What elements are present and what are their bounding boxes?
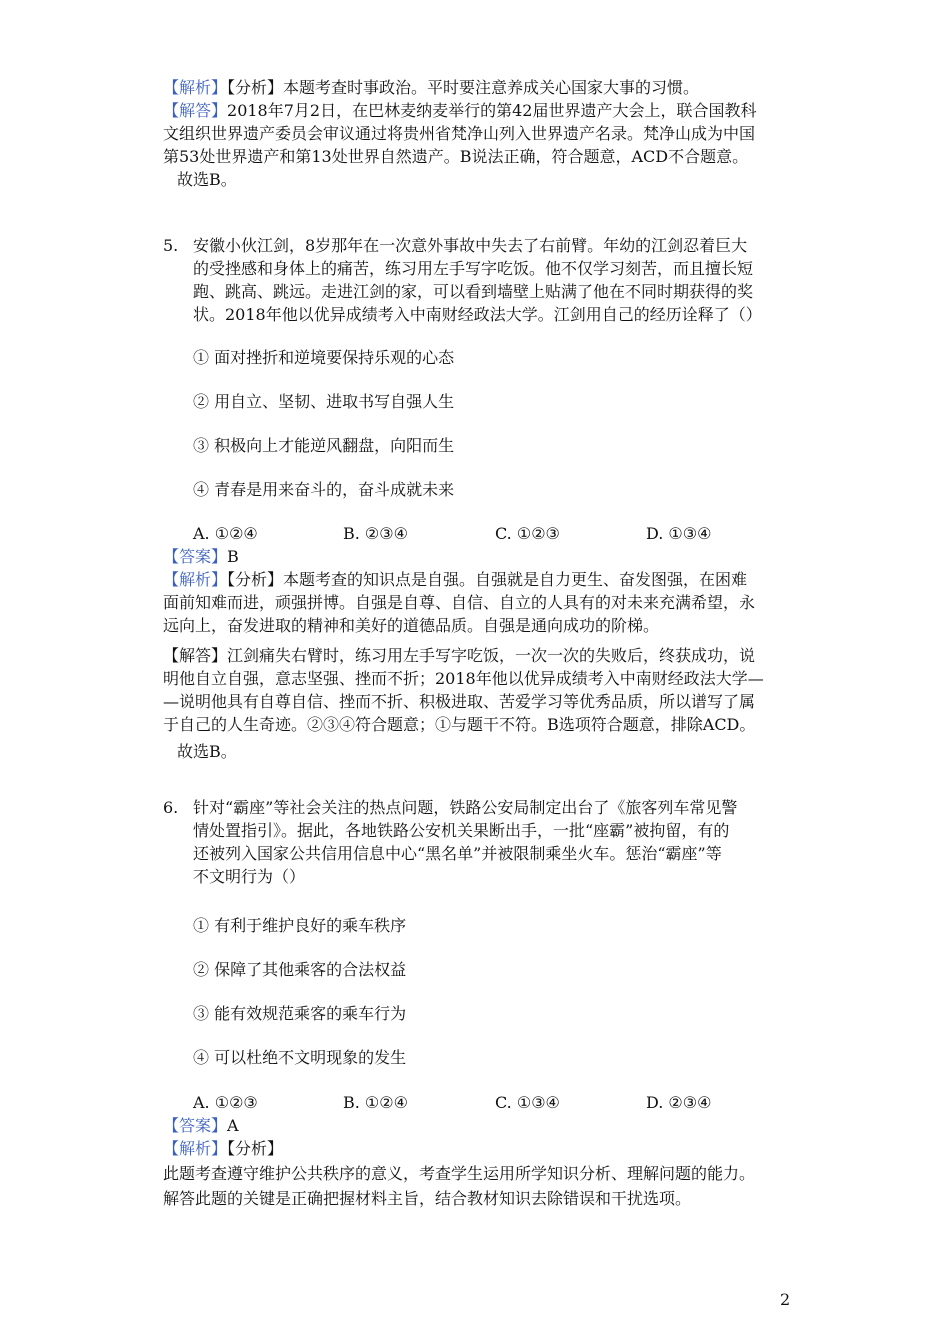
conclusion-line: 故选B。 <box>177 742 237 761</box>
choice-c: C. ①②③ <box>495 524 560 543</box>
answer-tag: 【答案】 <box>163 547 228 566</box>
choice-a: A. ①②③ <box>193 1093 258 1112</box>
analysis-line: 远向上，奋发进取的精神和美好的道德品质。自强是通向成功的阶梯。 <box>163 616 660 635</box>
question-stem-line: 情处置指引》。据此，各地铁路公安机关果断出手，一批“座霸”被拘留，有的 <box>193 821 730 840</box>
analysis-line: 【解析】【分析】 <box>163 1139 284 1158</box>
answer-detail-line: 文组织世界遗产委员会审议通过将贵州省梵净山列入世界遗产名录。梵净山成为中国 <box>163 124 756 143</box>
analysis-line: 【解析】【分析】本题考查的知识点是自强。自强就是自力更生、奋发图强，在困难 <box>163 570 748 589</box>
choice-a: A. ①②④ <box>193 524 258 543</box>
answer-detail-line: 第53处世界遗产和第13处世界自然遗产。B说法正确，符合题意，ACD不合题意。 <box>163 147 749 166</box>
statement-option-1: ① 面对挫折和逆境要保持乐观的心态 <box>193 348 455 367</box>
analysis-line: 解答此题的关键是正确把握材料主旨，结合教材知识去除错误和干扰选项。 <box>163 1189 692 1208</box>
question-stem-line: 安徽小伙江剑，8岁那年在一次意外事故中失去了右前臂。年幼的江剑忍着巨大 <box>193 236 748 255</box>
question-stem-line: 状。2018年他以优异成绩考入中南财经政法大学。江剑用自己的经历诠释了（） <box>193 305 762 324</box>
choice-b: B. ①②④ <box>343 1093 408 1112</box>
answer-detail-line: 于自己的人生奇迹。②③④符合题意；①与题干不符。B选项符合题意，排除ACD。 <box>163 715 756 734</box>
statement-option-2: ② 用自立、坚韧、进取书写自强人生 <box>193 392 455 411</box>
answer-detail-line: 【解答】江剑痛失右臂时，练习用左手写字吃饭，一次一次的失败后，终获成功，说 <box>163 646 756 665</box>
analysis-tag: 【解析】 <box>163 78 228 97</box>
choice-b: B. ②③④ <box>343 524 408 543</box>
statement-option-2: ② 保障了其他乘客的合法权益 <box>193 960 407 979</box>
question-number: 5. <box>163 236 179 255</box>
analysis-line: 此题考查遵守维护公共秩序的意义，考查学生运用所学知识分析、理解问题的能力。 <box>163 1164 756 1183</box>
answer-choices <box>193 522 793 545</box>
statement-option-3: ③ 能有效规范乘客的乘车行为 <box>193 1004 407 1023</box>
question-stem-line: 跑、跳高、跳远。走进江剑的家，可以看到墙壁上贴满了他在不同时期获得的奖 <box>193 282 754 301</box>
question-stem-line: 不文明行为（） <box>193 867 306 886</box>
choice-d: D. ②③④ <box>646 1093 712 1112</box>
choice-d: D. ①③④ <box>646 524 712 543</box>
question-stem-line: 还被列入国家公共信用信息中心“黑名单”并被限制乘坐火车。惩治“霸座”等 <box>193 844 722 863</box>
statement-option-4: ④ 可以杜绝不文明现象的发生 <box>193 1048 407 1067</box>
analysis-line: 面前知难而进，顽强拼博。自强是自尊、自信、自立的人具有的对未来充满希望，永 <box>163 593 756 612</box>
answer-detail-line: —说明他具有自尊自信、挫而不折、积极进取、苦爱学习等优秀品质，所以谱写了属 <box>163 692 756 711</box>
conclusion-line: 故选B。 <box>177 170 237 189</box>
answer-choices <box>193 1091 793 1114</box>
detail-tag: 【解答】 <box>163 646 228 665</box>
question-number: 6. <box>163 798 179 817</box>
analysis-line: 【解析】【分析】本题考查时事政治。平时要注意养成关心国家大事的习惯。 <box>163 78 700 97</box>
answer-line <box>163 1114 803 1137</box>
choice-c: C. ①③④ <box>495 1093 560 1112</box>
answer-line <box>163 545 803 568</box>
answer-tag: 【答案】 <box>163 1116 228 1135</box>
analysis-tag: 【解析】 <box>163 1139 228 1158</box>
statement-option-4: ④ 青春是用来奋斗的，奋斗成就未来 <box>193 480 455 499</box>
answer-value: A <box>227 1116 239 1135</box>
answer-detail-line: 明他自立自强，意志坚强、挫而不折；2018年他以优异成绩考入中南财经政法大学— <box>163 669 764 688</box>
analysis-tag: 【解析】 <box>163 570 228 589</box>
answer-value: B <box>227 547 239 566</box>
question-stem-line: 的受挫感和身体上的痛苦，练习用左手写字吃饭。他不仅学习刻苦，而且擅长短 <box>193 259 754 278</box>
question-stem-line: 针对“霸座”等社会关注的热点问题，铁路公安局制定出台了《旅客列车常见警 <box>193 798 738 817</box>
answer-detail-line: 【解答】2018年7月2日，在巴林麦纳麦举行的第42届世界遗产大会上，联合国教科 <box>163 101 757 120</box>
page-number: 2 <box>780 1290 791 1309</box>
statement-option-1: ① 有利于维护良好的乘车秩序 <box>193 916 407 935</box>
detail-tag: 【解答】 <box>163 101 228 120</box>
statement-option-3: ③ 积极向上才能逆风翻盘，向阳而生 <box>193 436 455 455</box>
